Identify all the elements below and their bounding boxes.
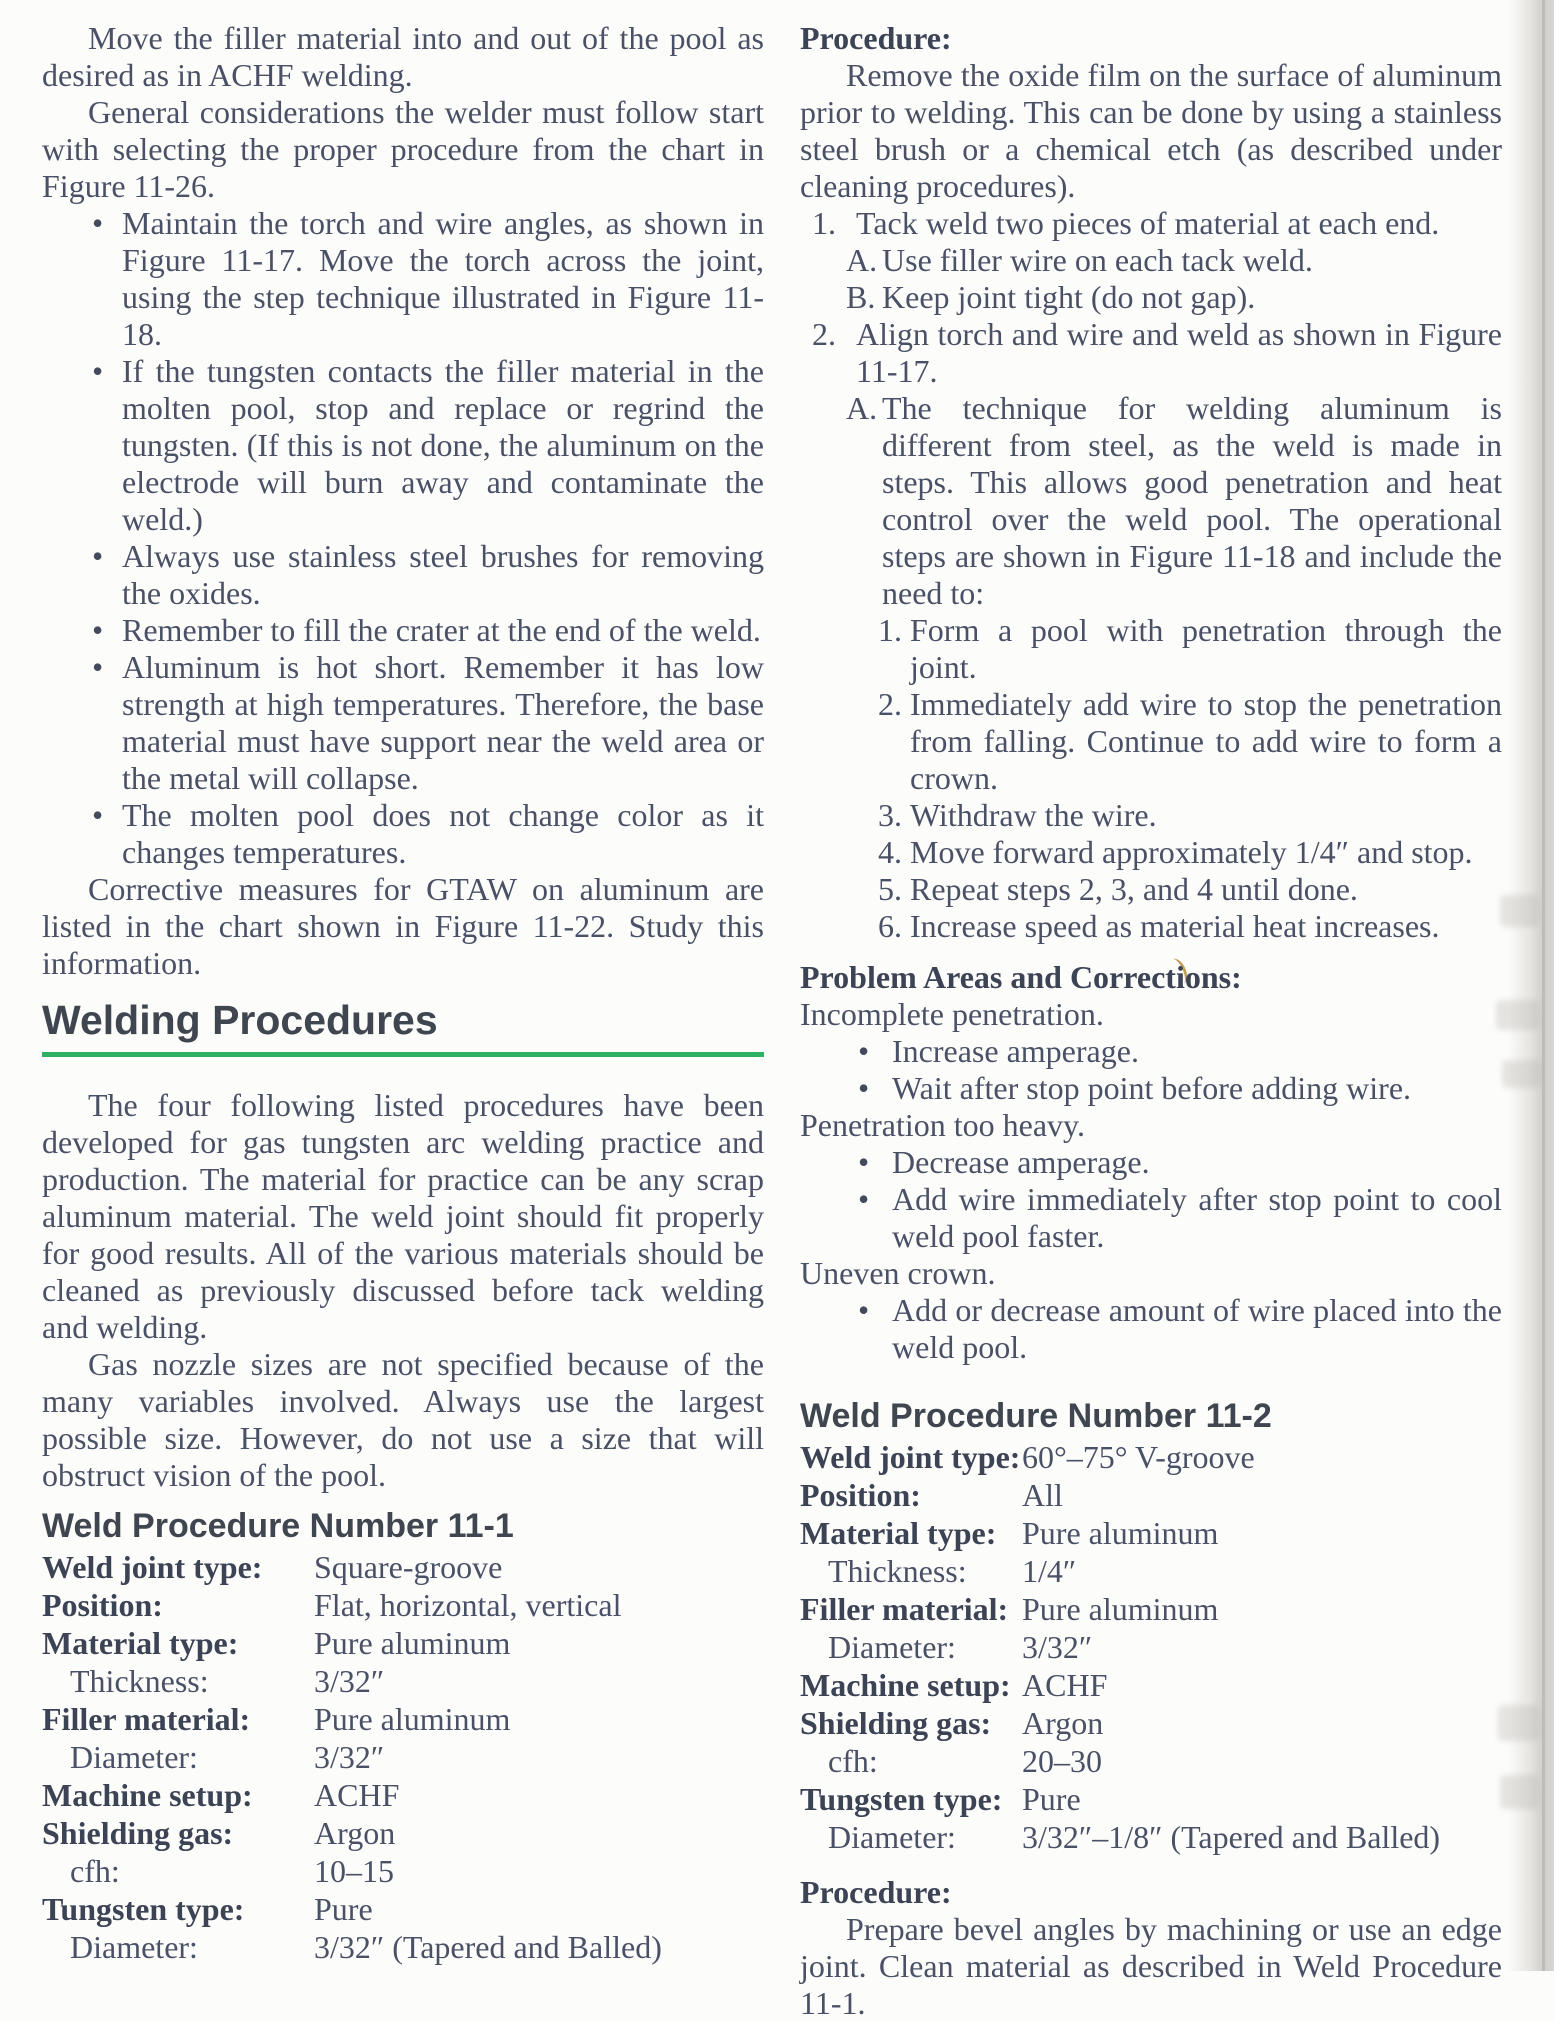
problem-fix-item <box>800 1292 1502 1366</box>
spec-value: 20–30 <box>1022 1743 1102 1779</box>
left-column <box>42 20 764 1966</box>
heading-procedure-1: Procedure: <box>800 20 952 56</box>
bullet-list-item <box>42 538 764 612</box>
step-sub-letter: B. <box>846 279 876 315</box>
bullet-icon: • <box>858 1070 870 1106</box>
spec-label: Diameter: <box>828 1629 956 1665</box>
bullet-item-text: Always use stainless steel brushes for removing the oxides. <box>122 538 764 611</box>
spec-row <box>800 1704 1502 1742</box>
show-through-smudge <box>1502 1060 1542 1088</box>
step-inner-text: Form a pool with penetration through the joint. <box>910 612 1502 685</box>
step-sub-text: Use filler wire on each tack weld. <box>882 242 1313 278</box>
problem-fix-text: Wait after stop point before adding wire. <box>892 1070 1412 1106</box>
spec-value: Pure aluminum <box>314 1701 511 1737</box>
step-inner-number: 4. <box>878 834 902 870</box>
paragraph-corrective-measures: Corrective measures for GTAW on aluminum are listed in the chart shown in Figure 11-22. Study this information. <box>42 871 764 981</box>
section-heading-welding-procedures: Welding Procedures <box>42 997 438 1043</box>
heading-weld-procedure-11-1: Weld Procedure Number 11-1 <box>42 1507 514 1545</box>
problem-fix-item <box>800 1144 1502 1181</box>
right-column <box>800 20 1502 2022</box>
spec-value: Flat, horizontal, vertical <box>314 1587 622 1623</box>
step-item <box>800 316 1502 390</box>
heading-procedure-2: Procedure: <box>800 1874 952 1910</box>
bullet-icon: • <box>858 1181 870 1217</box>
spec-row <box>800 1780 1502 1818</box>
spec-value: Pure aluminum <box>1022 1591 1219 1627</box>
bullet-icon: • <box>858 1292 870 1328</box>
step-inner-number: 3. <box>878 797 902 833</box>
step-inner-number: 5. <box>878 871 902 907</box>
step-number: 2. <box>812 316 836 352</box>
spec-value: 3/32″ (Tapered and Balled) <box>314 1929 662 1965</box>
spec-row <box>800 1438 1502 1476</box>
spec-row <box>42 1852 764 1890</box>
spec-row <box>42 1814 764 1852</box>
heading-problem-areas: Problem Areas and Corrections: <box>800 959 1242 995</box>
spec-table-11-2 <box>800 1438 1502 1856</box>
spec-value: ACHF <box>1022 1667 1108 1703</box>
spec-row <box>800 1514 1502 1552</box>
numbered-steps-list <box>800 205 1502 945</box>
paragraph-prepare-bevel: Prepare bevel angles by machining or use an edge joint. Clean material as described in Weld Procedure 11-1. <box>800 1911 1502 2021</box>
problems-list <box>800 996 1502 1366</box>
spec-label: Filler material: <box>800 1591 1009 1627</box>
spec-row <box>800 1666 1502 1704</box>
step-sub-item <box>800 242 1502 279</box>
spec-table-11-1 <box>42 1548 764 1966</box>
bullet-item-text: The molten pool does not change color as it changes temperatures. <box>122 797 764 870</box>
step-inner-item <box>800 797 1502 834</box>
bullet-list <box>42 205 764 871</box>
spec-value: Pure aluminum <box>1022 1515 1219 1551</box>
spec-row <box>800 1742 1502 1780</box>
bullet-list-item <box>42 353 764 538</box>
page-edge-shadow <box>1508 0 1554 1971</box>
spec-row <box>800 1628 1502 1666</box>
paragraph-filler-material: Move the filler material into and out of the pool as desired as in ACHF welding. <box>42 20 764 93</box>
spec-label: Shielding gas: <box>800 1705 992 1741</box>
problem-fix-text: Add or decrease amount of wire placed into the weld pool. <box>892 1292 1502 1365</box>
spec-row <box>42 1776 764 1814</box>
spec-row <box>42 1662 764 1700</box>
step-inner-item <box>800 612 1502 686</box>
paragraph-gas-nozzle: Gas nozzle sizes are not specified because of the many variables involved. Always use the largest possible size. However, do not use a size that will obstruct vision of the pool. <box>42 1346 764 1493</box>
step-inner-text: Repeat steps 2, 3, and 4 until done. <box>910 871 1358 907</box>
show-through-smudge <box>1496 1000 1540 1030</box>
spec-value: All <box>1022 1477 1063 1513</box>
spec-value: 3/32″ <box>314 1739 385 1775</box>
spec-row <box>42 1928 764 1966</box>
spec-label: Machine setup: <box>42 1777 253 1813</box>
bullet-item-text: Remember to fill the crater at the end of the weld. <box>122 612 761 648</box>
problem-fix-item <box>800 1181 1502 1255</box>
spec-value: Pure <box>314 1891 373 1927</box>
spec-row <box>42 1624 764 1662</box>
spec-label: Diameter: <box>70 1929 198 1965</box>
spec-row <box>42 1700 764 1738</box>
spec-value: 1/4″ <box>1022 1553 1077 1589</box>
spec-label: cfh: <box>828 1743 878 1779</box>
step-sub-text: Keep joint tight (do not gap). <box>882 279 1256 315</box>
step-sub-item <box>800 390 1502 612</box>
spec-value: Argon <box>1022 1705 1104 1741</box>
page-edge-line <box>1542 0 1545 1971</box>
spec-value: Pure aluminum <box>314 1625 511 1661</box>
spec-value: ACHF <box>314 1777 400 1813</box>
paragraph-remove-oxide: Remove the oxide film on the surface of aluminum prior to welding. This can be done by using a stainless steel brush or a chemical etch (as described under cleaning procedures). <box>800 57 1502 204</box>
spec-row <box>42 1738 764 1776</box>
bullet-item-text: Aluminum is hot short. Remember it has low strength at high temperatures. Therefore, the base material must have support near the weld area or the metal will collapse. <box>122 649 764 796</box>
spec-value: Argon <box>314 1815 396 1851</box>
bullet-icon: • <box>92 797 104 833</box>
step-inner-number: 6. <box>878 908 902 944</box>
step-text: Tack weld two pieces of material at each end. <box>856 205 1440 241</box>
bullet-list-item <box>42 797 764 871</box>
spec-label: Thickness: <box>828 1553 967 1589</box>
step-inner-text: Increase speed as material heat increases. <box>910 908 1440 944</box>
step-number: 1. <box>812 205 836 241</box>
paragraph-four-procedures: The four following listed procedures have been developed for gas tungsten arc welding practice and production. The material for practice can be any scrap aluminum material. The weld joint should fit properly for good results. All of the various materials should be cleaned as previously discussed before tack welding and welding. <box>42 1087 764 1345</box>
step-item <box>800 205 1502 242</box>
step-inner-item <box>800 908 1502 945</box>
step-inner-item <box>800 871 1502 908</box>
bullet-item-text: Maintain the torch and wire angles, as shown in Figure 11-17. Move the torch across the joint, using the step technique illustrated in Figure 11-18. <box>122 205 764 352</box>
spec-value: 3/32″–1/8″ (Tapered and Balled) <box>1022 1819 1441 1855</box>
bullet-icon: • <box>92 205 104 241</box>
spec-row <box>42 1890 764 1928</box>
bullet-list-item <box>42 612 764 649</box>
spec-value: 3/32″ <box>314 1663 385 1699</box>
spec-value: 60°–75° V-groove <box>1022 1439 1255 1475</box>
bullet-icon: • <box>92 649 104 685</box>
step-inner-number: 1. <box>878 612 902 648</box>
spec-label: Weld joint type: <box>42 1549 263 1585</box>
spec-label: Tungsten type: <box>800 1781 1003 1817</box>
spec-label: Tungsten type: <box>42 1891 245 1927</box>
spec-row <box>800 1818 1502 1856</box>
bullet-icon: • <box>92 353 104 389</box>
bullet-icon: • <box>858 1033 870 1069</box>
spec-value: Square-groove <box>314 1549 503 1585</box>
step-text: Align torch and wire and weld as shown in Figure 11-17. <box>856 316 1502 389</box>
step-sub-letter: A. <box>846 242 878 278</box>
spec-label: Filler material: <box>42 1701 251 1737</box>
spec-label: Diameter: <box>828 1819 956 1855</box>
problem-fix-item <box>800 1070 1502 1107</box>
step-inner-number: 2. <box>878 686 902 722</box>
bullet-icon: • <box>92 538 104 574</box>
spec-label: Material type: <box>42 1625 239 1661</box>
spec-label: Thickness: <box>70 1663 209 1699</box>
bullet-icon: • <box>92 612 104 648</box>
bullet-list-item <box>42 649 764 797</box>
bullet-list-item <box>42 205 764 353</box>
step-inner-text: Withdraw the wire. <box>910 797 1157 833</box>
problem-fix-text: Add wire immediately after stop point to cool weld pool faster. <box>892 1181 1502 1254</box>
spec-row <box>42 1548 764 1586</box>
spec-value: Pure <box>1022 1781 1081 1817</box>
section-heading-rule <box>42 1052 764 1057</box>
bullet-item-text: If the tungsten contacts the filler material in the molten pool, stop and replace or regrind the tungsten. (If this is not done, the aluminum on the electrode will burn away and contaminate the weld.) <box>122 353 764 537</box>
spec-row <box>800 1552 1502 1590</box>
step-sub-letter: A. <box>846 390 878 426</box>
step-sub-item <box>800 279 1502 316</box>
problem-issue: Incomplete penetration. <box>800 996 1104 1032</box>
problem-fix-text: Increase amperage. <box>892 1033 1139 1069</box>
problem-fix-item <box>800 1033 1502 1070</box>
paragraph-general-considerations: General considerations the welder must follow start with selecting the proper procedure from the chart in Figure 11-26. <box>42 94 764 204</box>
problem-fix-text: Decrease amperage. <box>892 1144 1150 1180</box>
spec-row <box>800 1590 1502 1628</box>
spec-label: Material type: <box>800 1515 997 1551</box>
heading-weld-procedure-11-2: Weld Procedure Number 11-2 <box>800 1397 1272 1435</box>
spec-label: Weld joint type: <box>800 1439 1021 1475</box>
spec-label: Machine setup: <box>800 1667 1011 1703</box>
spec-row <box>42 1586 764 1624</box>
step-inner-text: Move forward approximately 1/4″ and stop. <box>910 834 1473 870</box>
spec-label: cfh: <box>70 1853 120 1889</box>
show-through-smudge <box>1500 1775 1540 1809</box>
problem-issue: Penetration too heavy. <box>800 1107 1085 1143</box>
step-sub-text: The technique for welding aluminum is different from steel, as the weld is made in steps. This allows good penetration and heat control over the weld pool. The operational steps are shown in Figure 11-18 and include the need to: <box>882 390 1502 611</box>
spec-label: Position: <box>800 1477 921 1513</box>
spec-label: Shielding gas: <box>42 1815 234 1851</box>
spec-value: 10–15 <box>314 1853 394 1889</box>
spec-row <box>800 1476 1502 1514</box>
show-through-smudge <box>1498 1705 1540 1741</box>
problem-issue: Uneven crown. <box>800 1255 996 1291</box>
show-through-smudge <box>1500 895 1540 927</box>
step-inner-item <box>800 834 1502 871</box>
spec-value: 3/32″ <box>1022 1629 1093 1665</box>
bullet-icon: • <box>858 1144 870 1180</box>
spec-label: Diameter: <box>70 1739 198 1775</box>
step-inner-item <box>800 686 1502 797</box>
spec-label: Position: <box>42 1587 163 1623</box>
step-inner-text: Immediately add wire to stop the penetration from falling. Continue to add wire to form a crown. <box>910 686 1502 796</box>
